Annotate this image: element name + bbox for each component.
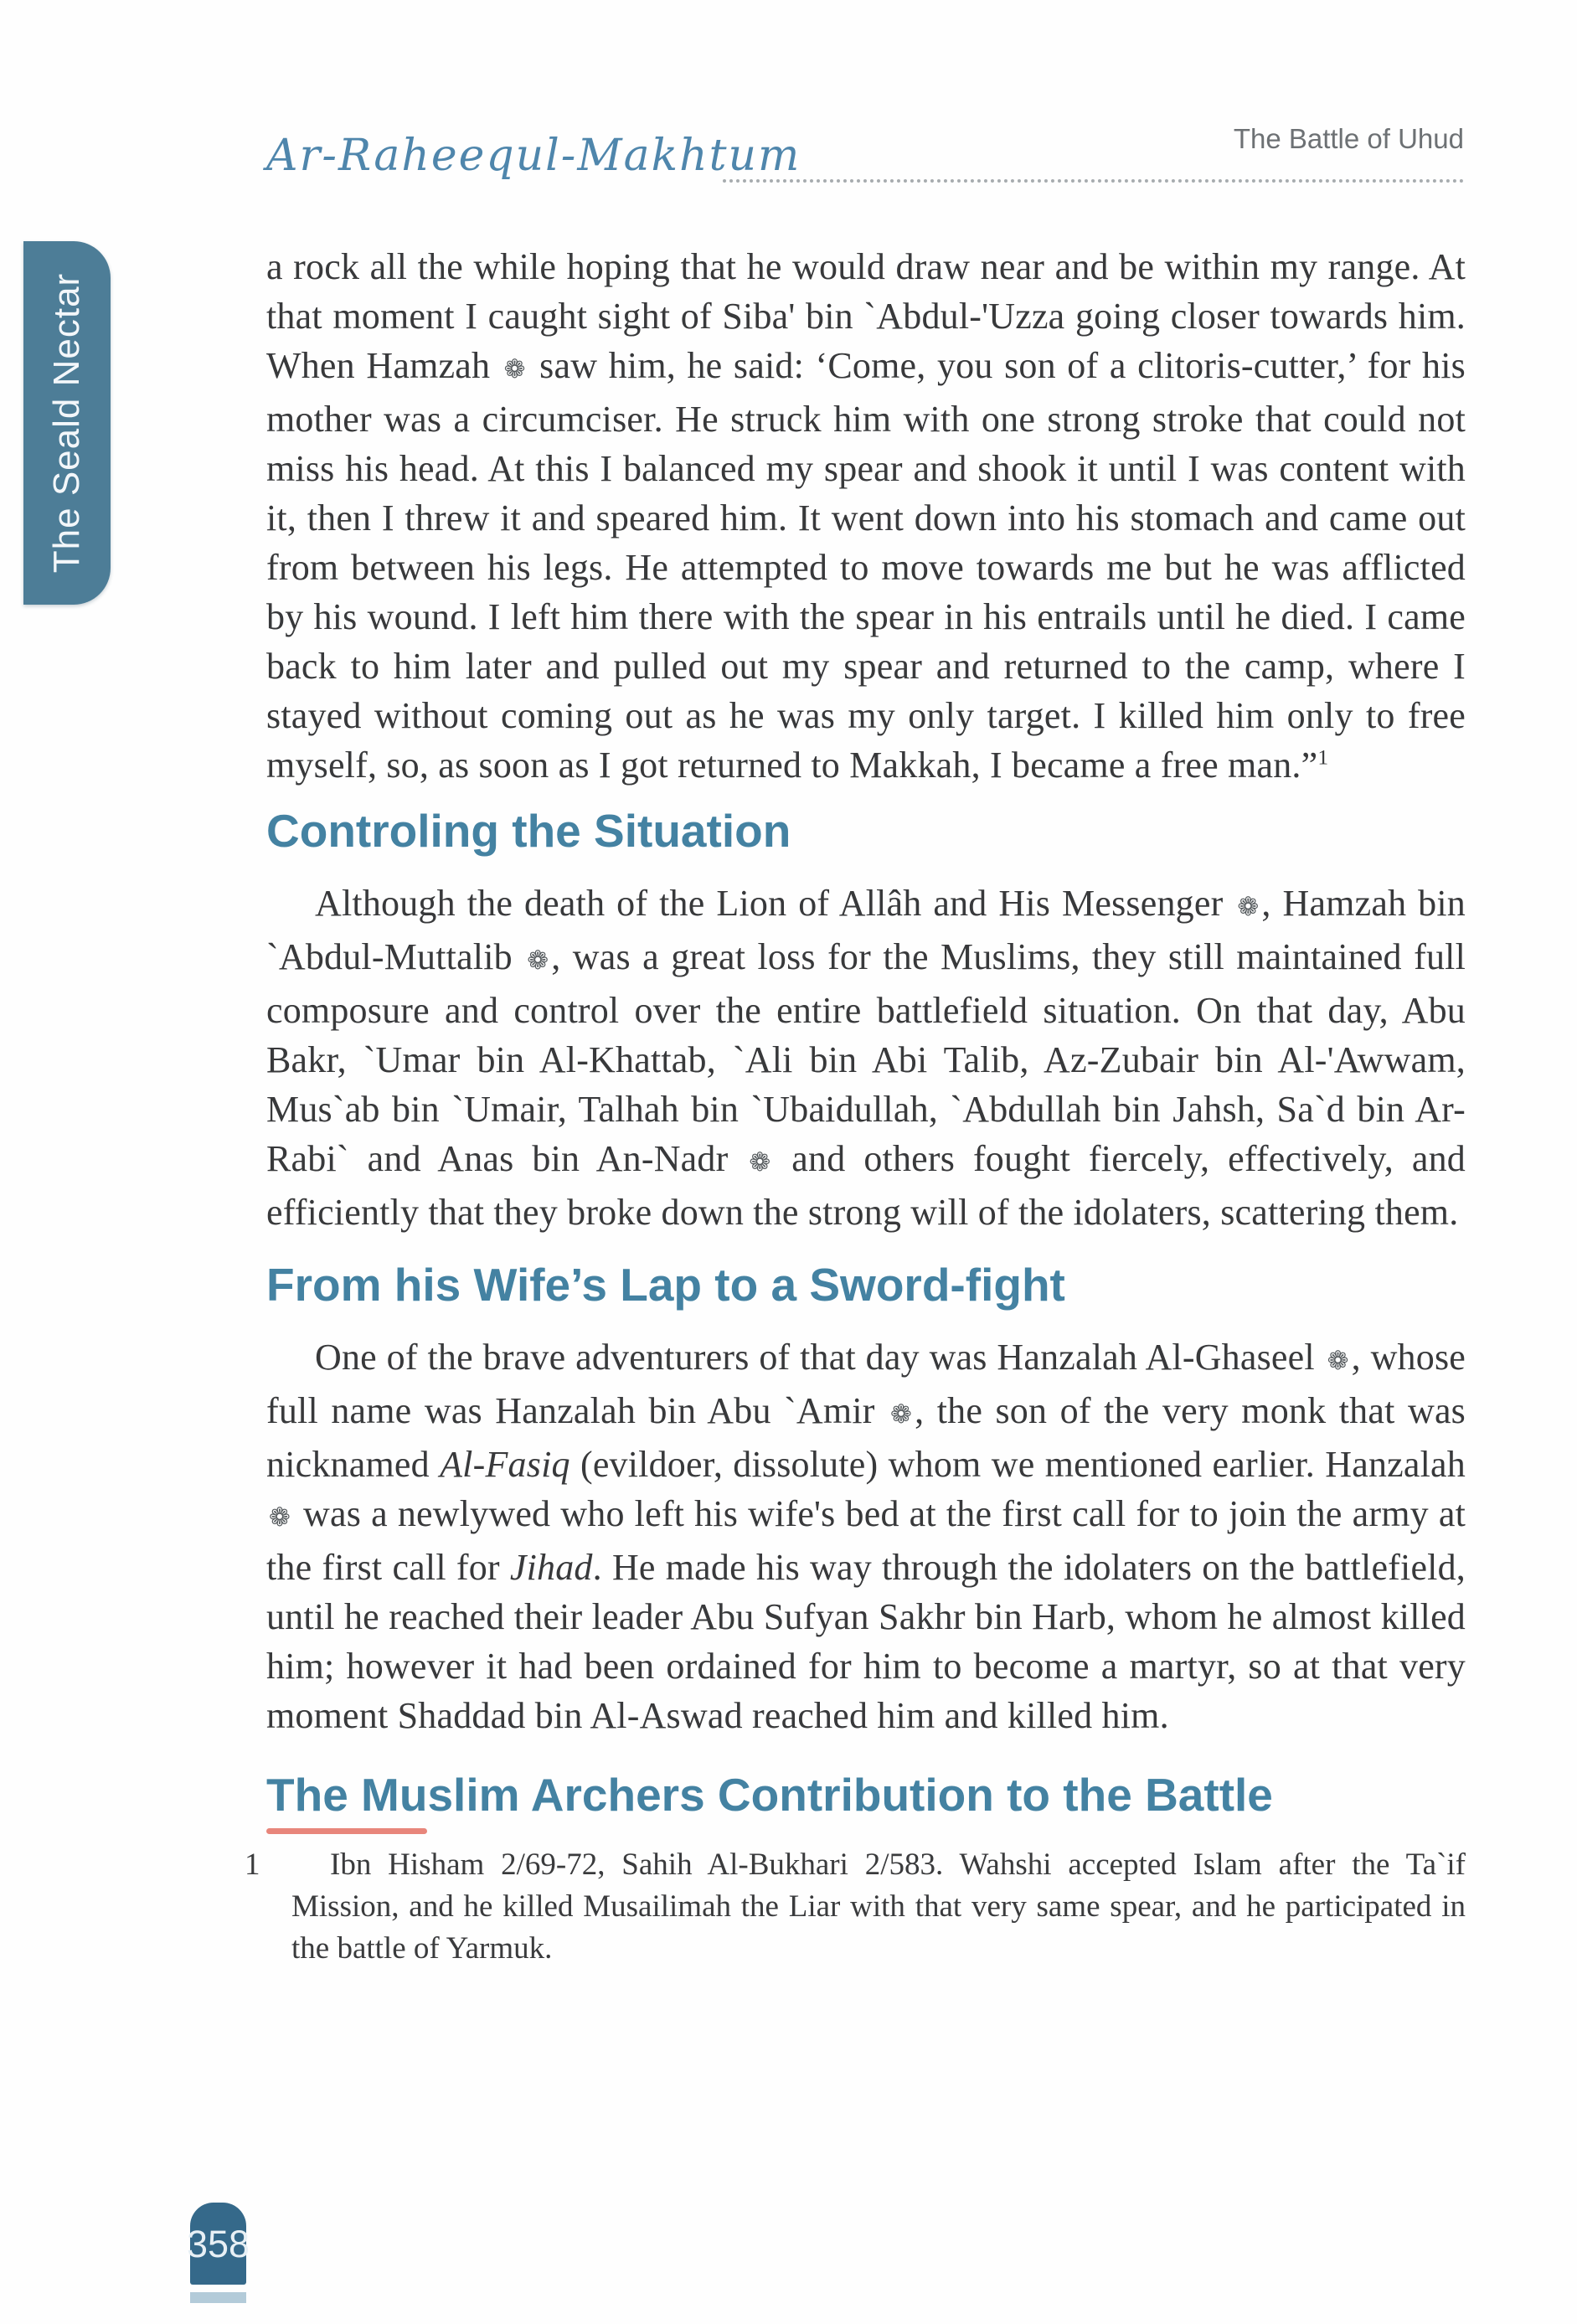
book-title-script: Ar-Raheequl-Makhtum xyxy=(266,131,801,181)
page-number: 358 xyxy=(186,2222,250,2265)
book-edition-tab-label: The Seald Nectar xyxy=(46,272,87,574)
footnote-number: 1 xyxy=(245,1847,260,1882)
footnote-text: Ibn Hisham 2/69-72, Sahih Al-Bukhari 2/583. Wahshi accepted Islam after the Ta`if Mission, and he killed Musailimah the Liar with that very same spear, and he participated in the battle of Yarmuk. xyxy=(291,1847,1466,1966)
page-header xyxy=(266,123,1466,196)
chapter-title: The Battle of Uhud xyxy=(1233,123,1464,154)
header-dotted-rule xyxy=(723,179,1464,183)
paragraph-wahshi-account: a rock all the while hoping that he would draw near and be within my range. At that moment I caught sight of Siba' bin `Abdul-'Uzza going closer towards him. When Hamzah ❁ saw him, he said: ‘Come, you son of a clitoris-cutter,’ for his mother was a circumciser. He struck him with one strong stroke that could not miss his head. At this I balanced my spear and shook it until I was content with it, then I threw it and speared him. It went down into his stomach and came out from between his legs. He attempted to move towards me but he was afflicted by his wound. I left him there with the spear in his entrails until he died. I came back to him later and pulled out my spear and returned to the camp, where I stayed without coming out as he was my only target. I killed him only to free myself, so, as soon as I got returned to Makkah, I became a free man.”$^1$ xyxy=(266,246,1466,786)
paragraph-controling-situation: Although the death of the Lion of Allâh and His Messenger ❁, Hamzah bin `Abdul-Muttalib ❁, was a great loss for the Muslims, they still maintained full composure and control over the entire battlefield situation. On that day, Abu Bakr, `Umar bin Al-Khattab, `Ali bin Abi Talib, Az-Zubair bin Al-'Awwam, Mus`ab bin `Umair, Talhah bin `Ubaidullah, `Abdullah bin Jahsh, Sa`d bin Ar-Rabi` and Anas bin An-Nadr ❁ and others fought fiercely, effectively, and efficiently that they broke down the strong will of the idolaters, scattering them. xyxy=(266,883,1466,1233)
page-number-badge xyxy=(186,2203,250,2285)
page-number-underline xyxy=(190,2292,246,2303)
paragraph-hanzalah: One of the brave adventurers of that day was Hanzalah Al-Ghaseel ❁, whose full name was Hanzalah bin Abu `Amir ❁, the son of the very monk that was nicknamed Al-Fasiq (evildoer, dissolute) whom we mentioned earlier. Hanzalah ❁ was a newlywed who left his wife's bed at the first call for to join the army at the first call for Jihad. He made his way through the idolaters on the battlefield, until he reached their leader Abu Sufyan Sakhr bin Harb, whom he almost killed him; however it had been ordained for him to become a martyr, so at that very moment Shaddad bin Al-Aswad reached him and killed him. xyxy=(266,1337,1466,1736)
book-edition-tab xyxy=(23,241,111,605)
heading-controling-the-situation: Controling the Situation xyxy=(266,805,791,857)
footnote xyxy=(245,1844,1466,1970)
heading-wifes-lap-sword-fight: From his Wife’s Lap to a Sword-fight xyxy=(266,1259,1065,1311)
heading-muslim-archers-label: The Muslim Archers Contribution to the Battle xyxy=(266,1769,1273,1821)
page-content xyxy=(245,123,1466,1970)
heading-partial-underline xyxy=(266,1828,427,1834)
heading-muslim-archers xyxy=(266,1767,1466,1834)
